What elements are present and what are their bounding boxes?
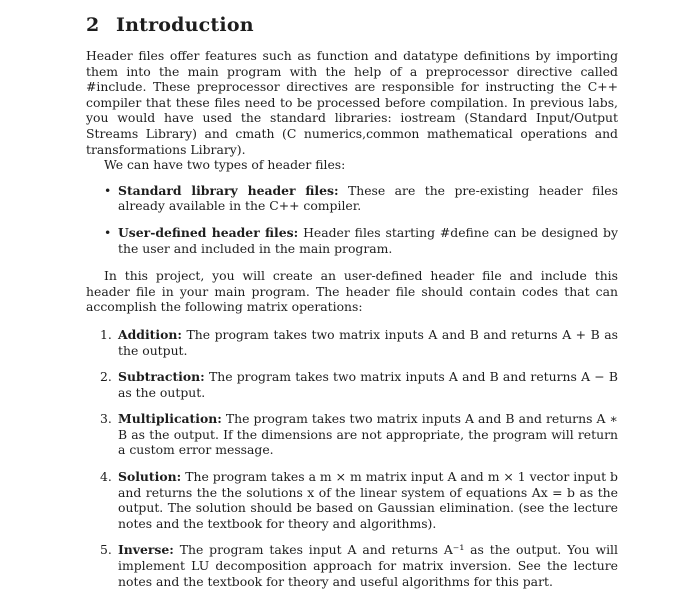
bullet-icon: • (104, 224, 112, 240)
list-item-text: The program takes two matrix inputs A and B and returns A ∗ B as the output. If the dimensions are not appropriate, the program will return a custom error message. (118, 411, 618, 458)
list-item (100, 469, 618, 531)
list-item (104, 182, 618, 214)
project-paragraph: In this project, you will create an user-defined header file and include this header file in your main program. The header file should contain codes that can accomplish the following matrix operations: (86, 268, 618, 315)
list-item-text: These are the pre-existing header files already available in the C++ compiler. (118, 182, 618, 214)
list-item-index: 5. (100, 542, 112, 558)
list-item-term: Addition: (118, 326, 182, 342)
intro-paragraph: Header files offer features such as function and datatype definitions by importing them into the main program with the help of a preprocessor directive called #include. These preprocessor directives are responsible for instructing the C++ compiler that these files need to be processed before compilation. In previous labs, you would have used the standard libraries: iostream (Standard Input/Output Streams Library) and cmath (C numerics,common mathematical operations and transformations Library). (86, 48, 618, 157)
operations-list (86, 327, 618, 589)
header-types-list (86, 183, 618, 256)
list-item-term: Solution: (118, 469, 182, 485)
list-item-term: Standard library header files: (118, 182, 339, 198)
list-item-index: 1. (100, 326, 112, 342)
list-item (100, 326, 618, 358)
list-item-term: Inverse: (118, 542, 174, 558)
header-types-intro: We can have two types of header files: (104, 157, 346, 173)
list-item-text: The program takes a m × m matrix input A and m × 1 vector input b and returns the the solutions x of the linear system of equations Ax = b as the output. The solution should be based on Gaussian elimination. (see the lecture notes and the textbook for theory and algorithms). (118, 469, 618, 531)
list-item-term: User-defined header files: (118, 224, 299, 240)
list-item (100, 411, 618, 458)
section-heading (86, 14, 618, 36)
section-title: Introduction (116, 14, 254, 36)
list-item (104, 224, 618, 256)
list-item-index: 3. (100, 411, 112, 427)
bullet-icon: • (104, 182, 112, 198)
list-item-term: Subtraction: (118, 369, 205, 385)
list-item-index: 2. (100, 369, 112, 385)
section-number: 2 (86, 14, 100, 36)
list-item (100, 542, 618, 589)
document-page (86, 14, 618, 600)
list-item-text: The program takes two matrix inputs A and B and returns A − B as the output. (118, 369, 618, 400)
list-item-text: The program takes input A and returns A⁻¹ as the output. You will implement LU decomposition approach for matrix inversion. See the lecture notes and the textbook for theory and useful algorithms for this part. (118, 542, 618, 589)
list-item-text: The program takes two matrix inputs A and B and returns A + B as the output. (118, 326, 618, 358)
list-item (100, 369, 618, 400)
list-item-text: Header files starting #define can be designed by the user and included in the main program. (118, 224, 618, 256)
list-item-term: Multiplication: (118, 411, 222, 427)
list-item-index: 4. (100, 469, 112, 485)
